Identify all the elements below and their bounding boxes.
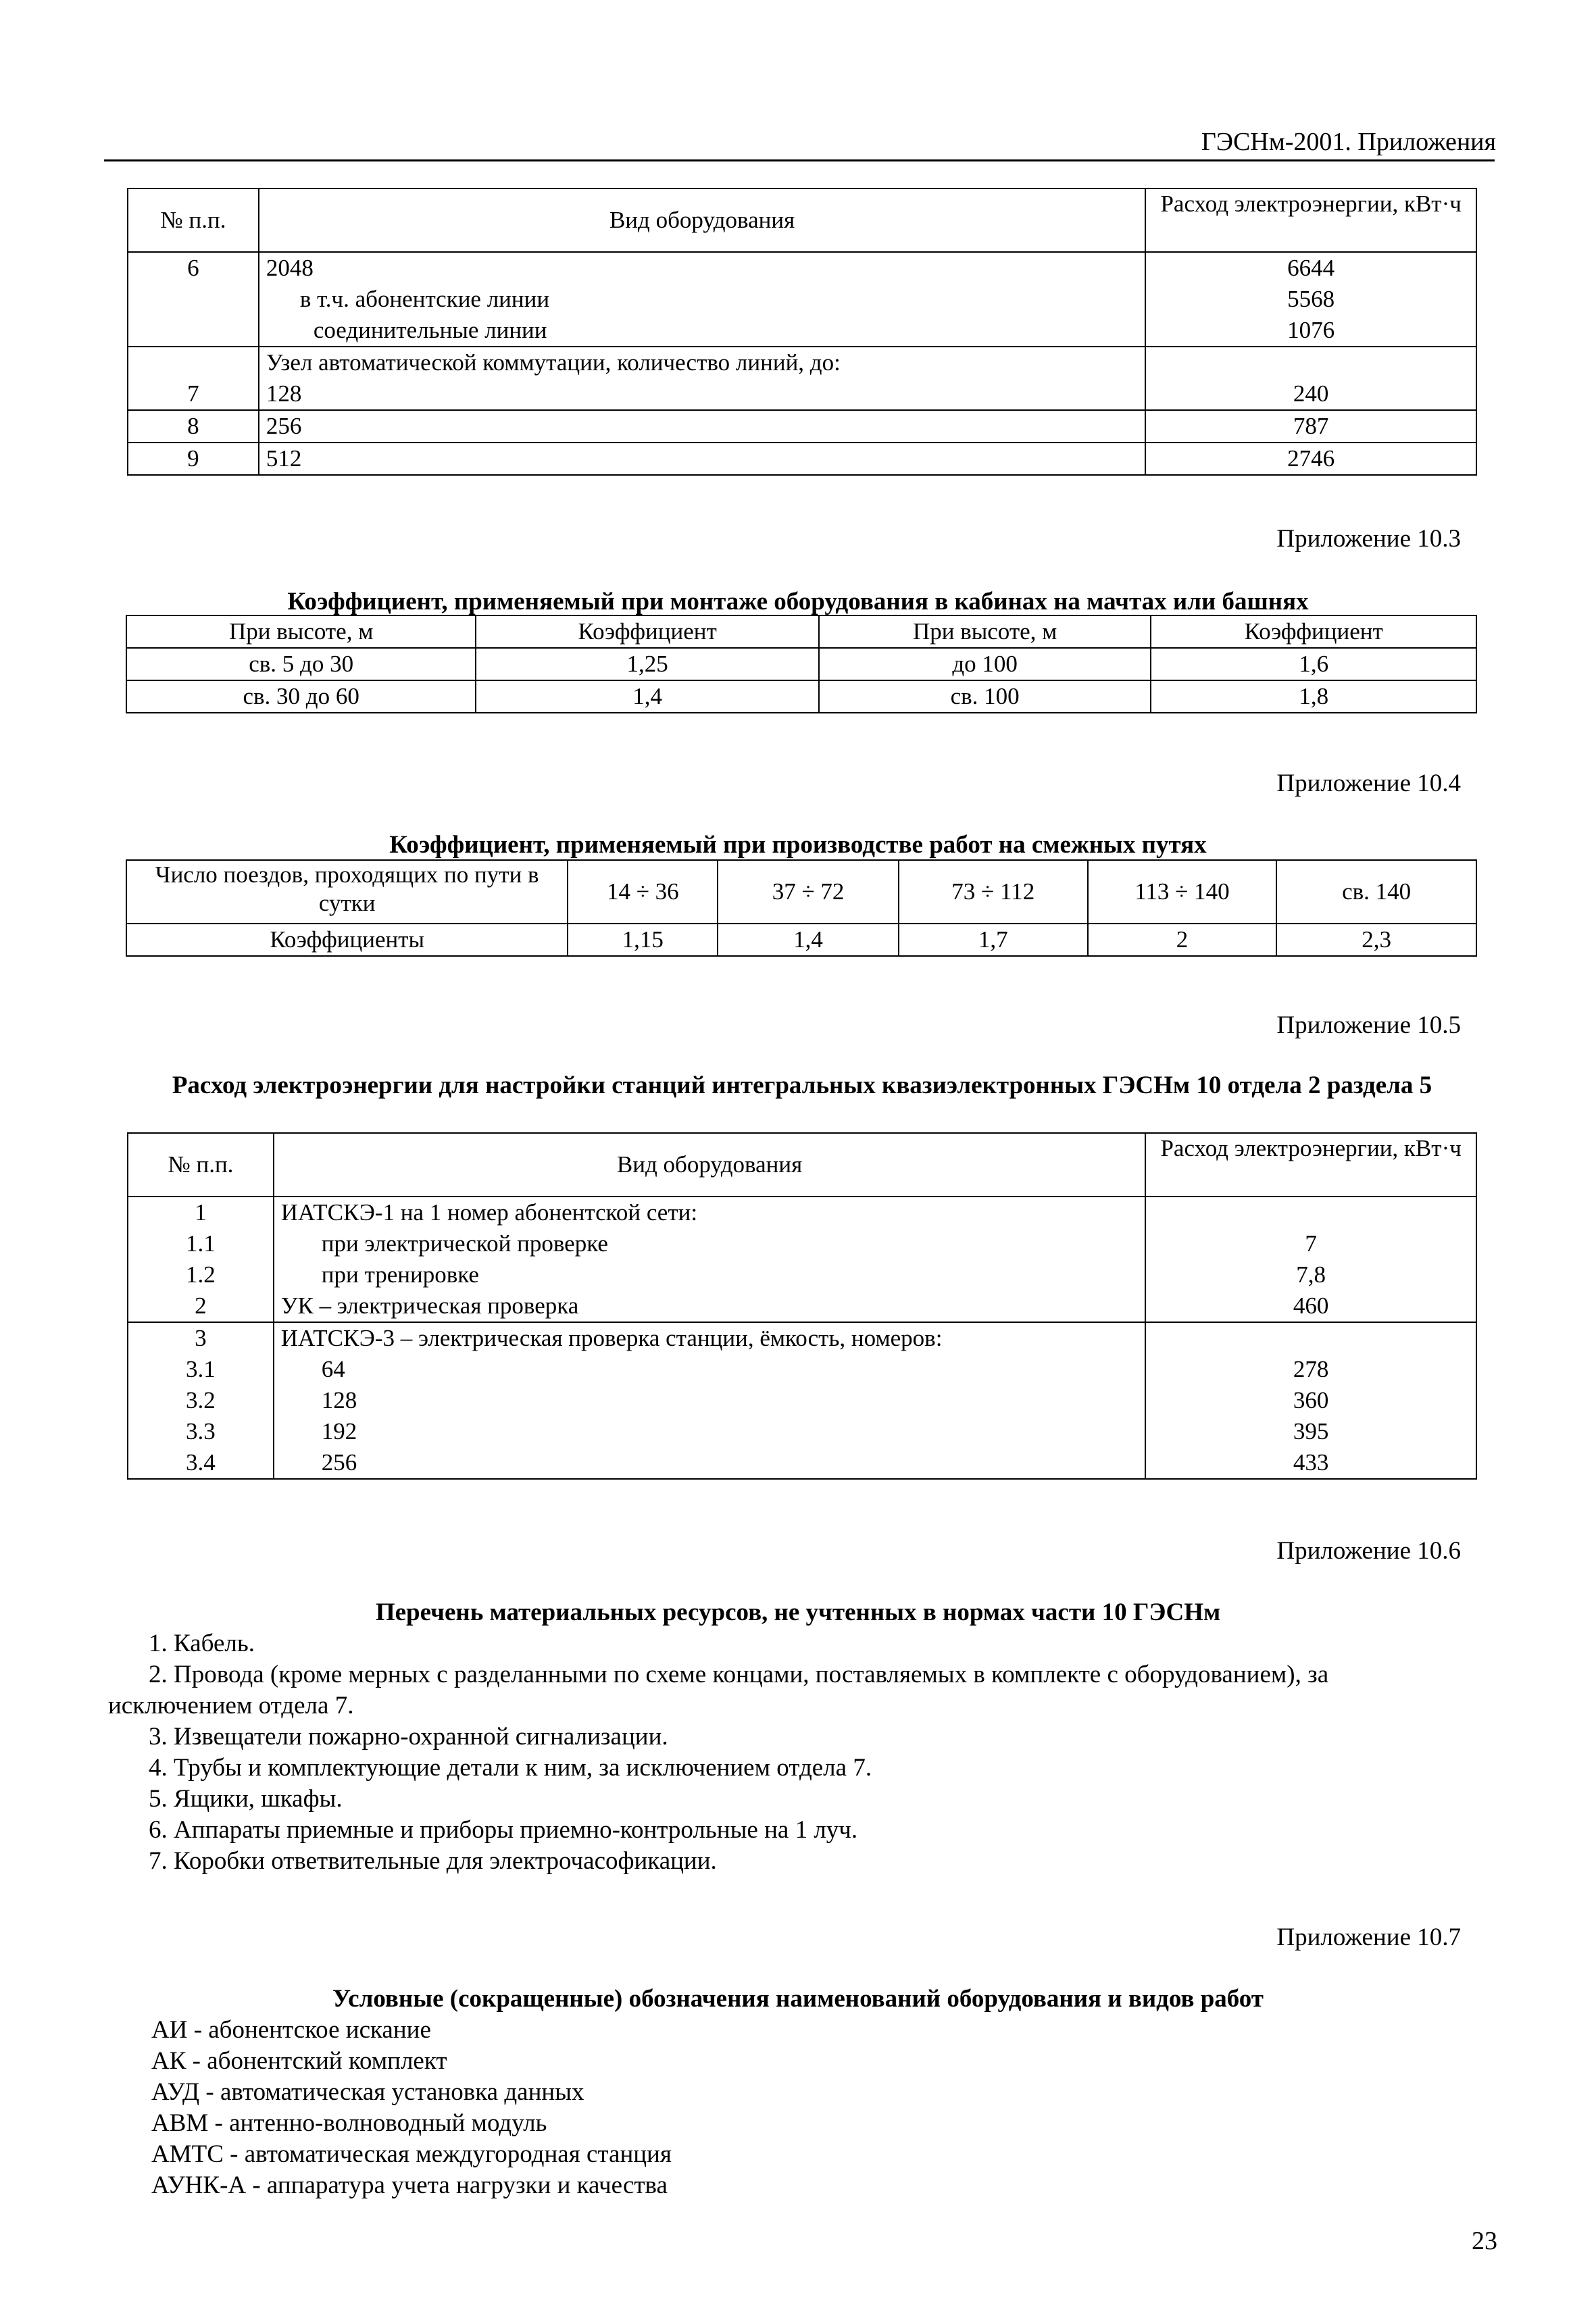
appendix-title: Коэффициент, применяемый при монтаже оборудования в кабинах на мачтах или башнях <box>287 588 1309 615</box>
number: 3 <box>195 1325 207 1351</box>
number: 3.2 <box>186 1387 216 1413</box>
appendix-label: Приложение 10.4 <box>1276 770 1461 797</box>
col-header: Коэффициент <box>476 615 819 648</box>
col-header-energy: Расход электроэнергии, кВт·ч <box>1145 188 1476 252</box>
row-description: 256 <box>259 410 1146 443</box>
mast-coefficient-table <box>126 615 1477 713</box>
col-header-number: № п.п. <box>128 1133 274 1197</box>
running-title: ГЭСНм-2001. Приложения <box>1201 128 1496 156</box>
row-value: 787 <box>1145 410 1476 443</box>
row-description <box>259 347 1146 410</box>
table-row <box>128 443 1476 475</box>
list-item: АИ - абонентское искание <box>151 2016 431 2044</box>
table-row <box>126 860 1476 924</box>
value: 360 <box>1293 1387 1329 1413</box>
table-row <box>128 252 1476 347</box>
cell: 1,25 <box>476 648 819 680</box>
row-numbers <box>128 1322 274 1479</box>
cell: 37 ÷ 72 <box>718 860 899 924</box>
row-value <box>1145 252 1476 347</box>
header-rule <box>104 159 1495 161</box>
number: 3.1 <box>186 1356 216 1382</box>
row-value: 240 <box>1145 347 1476 410</box>
line: 256 <box>321 1449 357 1476</box>
cell: 2 <box>1088 924 1277 956</box>
line: при электрической проверке <box>321 1230 608 1257</box>
value: 278 <box>1293 1356 1329 1382</box>
value: 6644 <box>1287 255 1335 281</box>
line: УК – электрическая проверка <box>280 1292 579 1319</box>
line: при тренировке <box>321 1261 479 1288</box>
number: 2 <box>195 1292 207 1319</box>
row-description <box>259 252 1146 347</box>
list-item: 2. Провода (кроме мерных с разделанными по схеме концами, поставляемых в комплекте с оборудованием), за <box>149 1661 1329 1688</box>
value: 433 <box>1293 1449 1329 1476</box>
row-description <box>274 1322 1146 1479</box>
table-row <box>126 924 1476 956</box>
table-row <box>128 410 1476 443</box>
row-header: Коэффициенты <box>126 924 568 956</box>
col-header-equipment: Вид оборудования <box>274 1133 1146 1197</box>
list-item: АУД - автоматическая установка данных <box>151 2078 584 2106</box>
table-row <box>128 347 1476 410</box>
page-number: 23 <box>1472 2227 1497 2255</box>
abbreviations-list <box>151 2015 1530 2201</box>
col-header-energy: Расход электроэнергии, кВт·ч <box>1145 1133 1476 1197</box>
number: 1.2 <box>186 1261 216 1288</box>
row-number: 8 <box>128 410 259 443</box>
appendix-label: Приложение 10.3 <box>1276 525 1461 553</box>
value <box>1153 1197 1469 1228</box>
number: 3.3 <box>186 1418 216 1444</box>
appendix-title: Коэффициент, применяемый при производстве работ на смежных путях <box>389 831 1207 859</box>
line: 128 <box>321 1387 357 1413</box>
line: 2048 <box>266 255 314 281</box>
value: 7,8 <box>1296 1261 1326 1288</box>
line: соединительные линии <box>313 317 547 343</box>
number: 3.4 <box>186 1449 216 1476</box>
list-item: 1. Кабель. <box>149 1630 255 1657</box>
value: 460 <box>1293 1292 1329 1319</box>
value: 395 <box>1293 1418 1329 1444</box>
line: ИАТСКЭ-1 на 1 номер абонентской сети: <box>280 1199 698 1226</box>
col-header: При высоте, м <box>126 615 476 648</box>
cell: 1,7 <box>899 924 1088 956</box>
list-item: АК - абонентский комплект <box>151 2047 447 2075</box>
cell: св. 100 <box>819 680 1151 713</box>
cell: 1,8 <box>1151 680 1476 713</box>
value: 1076 <box>1287 317 1335 343</box>
cell: 73 ÷ 112 <box>899 860 1088 924</box>
col-header: При высоте, м <box>819 615 1151 648</box>
cell: 113 ÷ 140 <box>1088 860 1277 924</box>
table-row <box>128 1322 1476 1479</box>
cell: св. 5 до 30 <box>126 648 476 680</box>
value <box>1153 1323 1469 1354</box>
row-values <box>1145 1197 1476 1322</box>
line: в т.ч. абонентские линии <box>299 286 550 312</box>
row-value: 2746 <box>1145 443 1476 475</box>
row-number: 9 <box>128 443 259 475</box>
cell: св. 140 <box>1276 860 1476 924</box>
appendix-title: Расход электроэнергии для настройки станций интегральных квазиэлектронных ГЭСНм 10 отдела 2 раздела 5 <box>172 1072 1432 1099</box>
list-item: исключением отдела 7. <box>108 1692 354 1719</box>
col-header-equipment: Вид оборудования <box>259 188 1146 252</box>
cell: св. 30 до 60 <box>126 680 476 713</box>
adjacent-tracks-coefficient-table <box>126 859 1477 957</box>
table-row <box>126 680 1476 713</box>
appendix-label: Приложение 10.5 <box>1276 1011 1461 1039</box>
cell: 1,15 <box>568 924 718 956</box>
list-item: АВМ - антенно-волноводный модуль <box>151 2109 547 2137</box>
cell: до 100 <box>819 648 1151 680</box>
cell: 1,6 <box>1151 648 1476 680</box>
number: 1.1 <box>186 1230 216 1257</box>
list-item: АМТС - автоматическая междугородная станция <box>151 2140 672 2168</box>
row-values <box>1145 1322 1476 1479</box>
appendix-label: Приложение 10.6 <box>1276 1537 1461 1565</box>
station-setup-energy-table <box>127 1132 1477 1480</box>
cell: 1,4 <box>476 680 819 713</box>
appendix-title: Перечень материальных ресурсов, не учтенных в нормах части 10 ГЭСНм <box>375 1599 1221 1626</box>
table-header-row <box>128 1133 1476 1197</box>
list-item: 4. Трубы и комплектующие детали к ним, за исключением отдела 7. <box>149 1754 872 1782</box>
row-description: 512 <box>259 443 1146 475</box>
equipment-energy-table <box>127 188 1477 476</box>
table-row <box>128 1197 1476 1322</box>
value: 5568 <box>1287 286 1335 312</box>
value: 7 <box>1305 1230 1317 1257</box>
materials-list <box>108 1628 1500 1877</box>
line: 128 <box>266 380 302 407</box>
cell: 14 ÷ 36 <box>568 860 718 924</box>
row-number: 7 <box>128 347 259 410</box>
cell: 1,4 <box>718 924 899 956</box>
number: 1 <box>195 1199 207 1226</box>
list-item: 3. Извещатели пожарно-охранной сигнализации. <box>149 1723 668 1751</box>
line: Узел автоматической коммутации, количество линий, до: <box>266 349 841 376</box>
row-number: 6 <box>128 252 259 347</box>
appendix-title: Условные (сокращенные) обозначения наименований оборудования и видов работ <box>332 1985 1264 2013</box>
list-item: 5. Ящики, шкафы. <box>149 1785 343 1813</box>
appendix-label: Приложение 10.7 <box>1276 1923 1461 1951</box>
list-item: 6. Аппараты приемные и приборы приемно-контрольные на 1 луч. <box>149 1816 858 1844</box>
col-header-number: № п.п. <box>128 188 259 252</box>
row-header: Число поездов, проходящих по пути в сутки <box>126 860 568 924</box>
cell: 2,3 <box>1276 924 1476 956</box>
line: 192 <box>321 1418 357 1444</box>
row-description <box>274 1197 1146 1322</box>
table-header-row <box>126 615 1476 648</box>
table-row <box>126 648 1476 680</box>
table-header-row <box>128 188 1476 252</box>
col-header: Коэффициент <box>1151 615 1476 648</box>
list-item: 7. Коробки ответвительные для электрочасофикации. <box>149 1847 717 1875</box>
row-numbers <box>128 1197 274 1322</box>
line: 64 <box>321 1356 345 1382</box>
line: ИАТСКЭ-3 – электрическая проверка станции, ёмкость, номеров: <box>280 1325 943 1351</box>
list-item: АУНК-А - аппаратура учета нагрузки и качества <box>151 2171 668 2199</box>
